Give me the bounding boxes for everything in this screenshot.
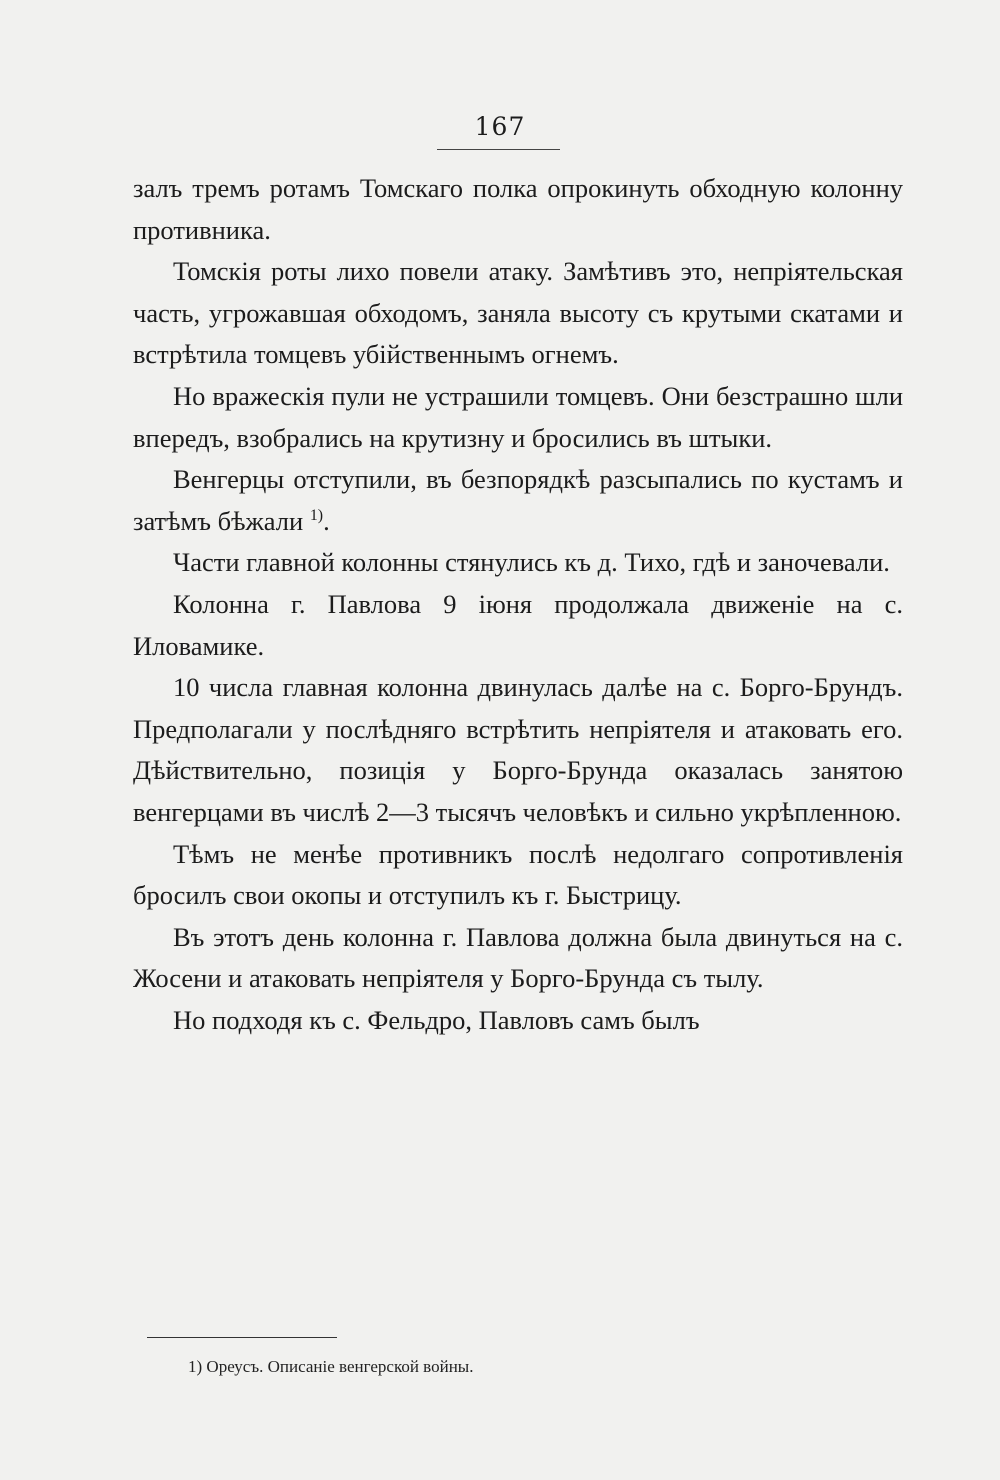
footnote-marker: 1) — [309, 506, 324, 524]
paragraph: Венгерцы отступили, въ безпорядкѣ разсыпались по кустамъ и затѣмъ бѣжали $^{1)}$. — [133, 464, 903, 536]
paragraph: Въ этотъ день колонна г. Павлова должна была двинуться на с. Жосени и атаковать непріятеля у Борго-Брунда съ тылу. — [133, 921, 903, 994]
footnote: 1) Ореусъ. Описаніе венгерской войны. — [188, 1357, 474, 1376]
paragraph: Тѣмъ не менѣе противникъ послѣ недолгаго сопротивленія бросилъ свои окопы и отступилъ къ г. Быстрицу. — [133, 838, 903, 911]
paragraph: Колонна г. Павлова 9 іюня продолжала движеніе на с. Иловамике. — [133, 588, 903, 661]
paragraph: Но подходя къ с. Фельдро, Павловъ самъ былъ — [173, 1004, 700, 1035]
footnote-rule — [147, 1337, 337, 1338]
paragraph: Но вражескія пули не устрашили томцевъ. Они безстрашно шли впередъ, взобрались на крутизну и бросились въ штыки. — [133, 380, 903, 453]
paragraph: залъ тремъ ротамъ Томскаго полка опрокинуть обходную колонну противника. — [133, 173, 903, 245]
header-rule — [437, 149, 560, 150]
paragraph: Части главной колонны стянулись къ д. Тихо, гдѣ и заночевали. — [173, 547, 890, 578]
paragraph: Томскія роты лихо повели атаку. Замѣтивъ это, непріятельская часть, угрожавшая обходомъ, заняла высоту съ крутыми скатами и встрѣтила томцевъ убійственнымъ огнемъ. — [133, 256, 903, 370]
paragraph-text: Венгерцы отступили, въ безпорядкѣ разсыпались по кустамъ и затѣмъ бѣжали — [133, 464, 903, 536]
page-number: 167 — [474, 112, 526, 141]
body-text — [133, 168, 903, 1041]
paragraph: 10 числа главная колонна двинулась далѣе на с. Борго-Брундъ. Предполагали у послѣдняго встрѣтить непріятеля и атаковать его. Дѣйствительно, позиція у Борго-Брунда оказалась занятою венгерцами въ числѣ 2—3 тысячъ человѣкъ и сильно укрѣпленною. — [133, 672, 903, 827]
